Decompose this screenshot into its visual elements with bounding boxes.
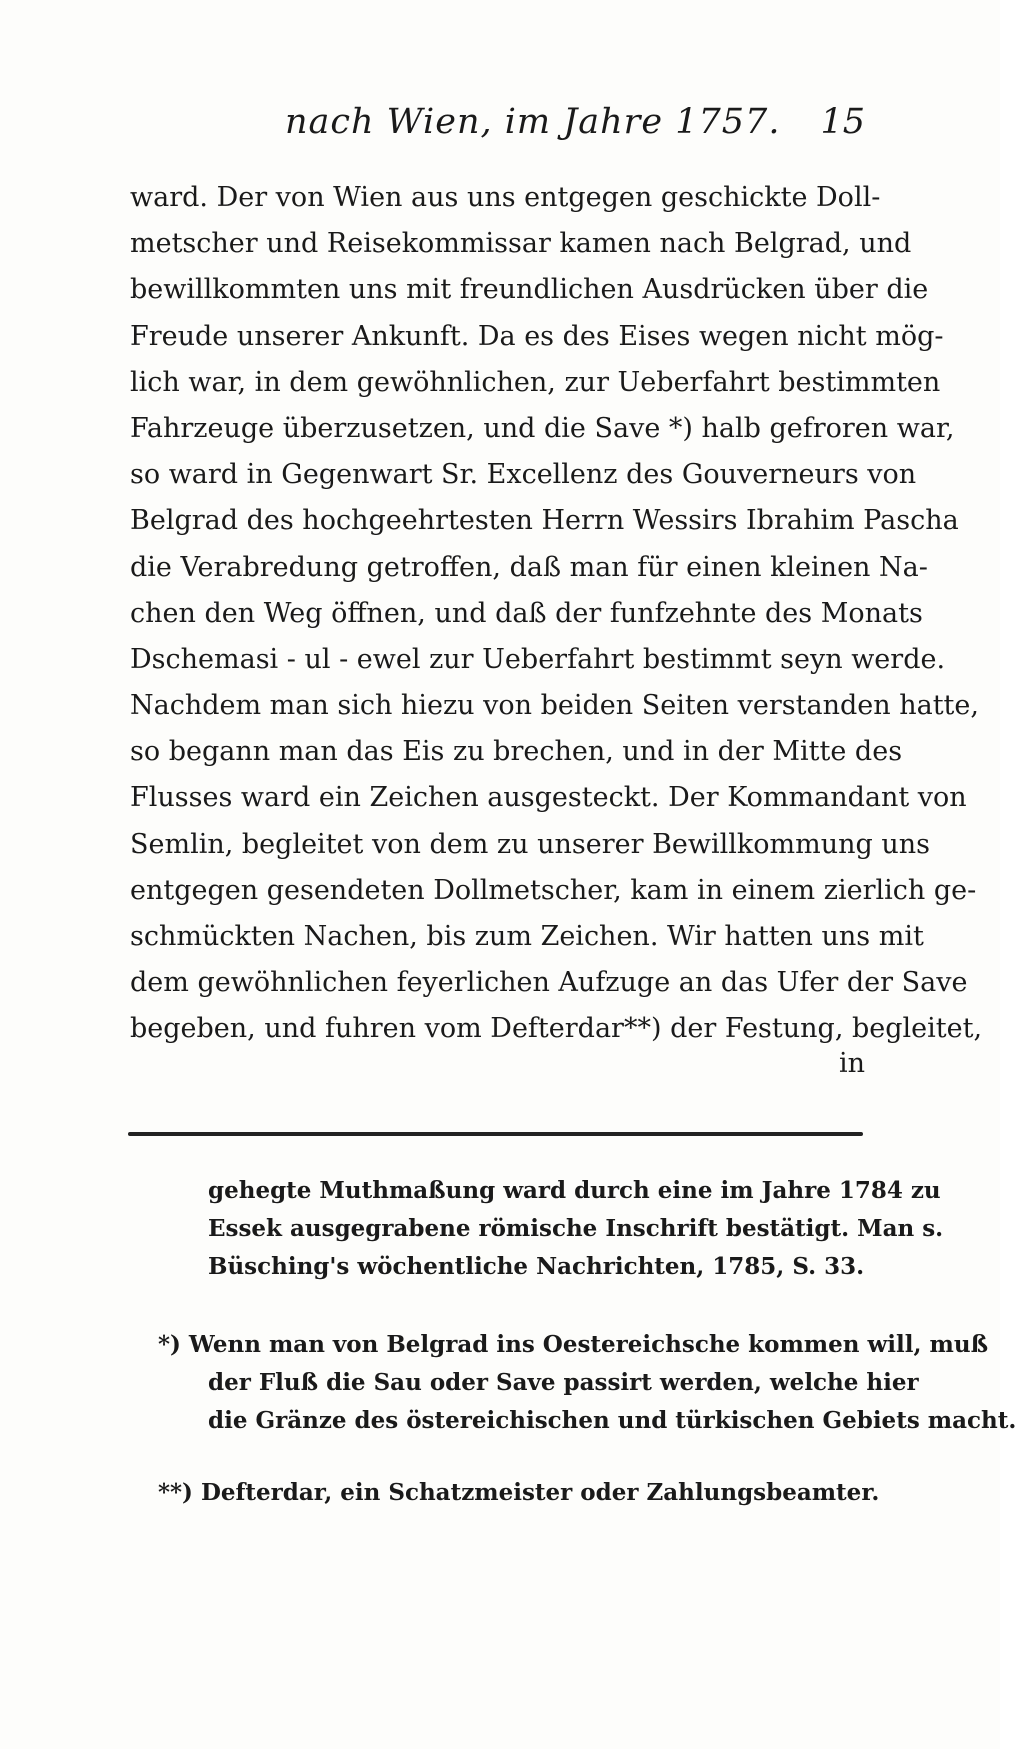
text-line: Freude unserer Ankunft. Da es des Eises wegen nicht mög- [130,320,944,352]
main-text [130,175,983,1053]
footnote-rule [128,1132,863,1136]
footnote-line: Essek ausgegrabene römische Inschrift bestätigt. Man s. [208,1215,944,1242]
footnote-line: gehegte Muthmaßung ward durch eine im Jahre 1784 zu [208,1177,941,1204]
text-line: Nachdem man sich hiezu von beiden Seiten verstanden hatte, [130,690,979,722]
text-line: Dschemasi - ul - ewel zur Ueberfahrt bestimmt seyn werde. [130,643,946,675]
text-line: Semlin, begleitet von dem zu unserer Bewillkommung uns [130,828,931,860]
footnote-continued [130,1172,944,1286]
text-line: entgegen gesendeten Dollmetscher, kam in einem zierlich ge- [130,874,977,906]
text-line: so ward in Gegenwart Sr. Excellenz des Gouverneurs von [130,459,917,491]
running-header [130,102,865,162]
text-line: chen den Weg öffnen, und daß der funfzehnte des Monats [130,597,923,629]
text-line: so begann man das Eis zu brechen, und in der Mitte des [130,736,903,768]
text-line: schmückten Nachen, bis zum Zeichen. Wir hatten uns mit [130,921,924,952]
text-line: lich war, in dem gewöhnlichen, zur Ueberfahrt bestimmten [130,366,941,398]
text-line: metscher und Reisekommissar kamen nach Belgrad, und [130,228,912,260]
footnotes [130,1172,1016,1546]
footnote-1 [130,1326,1016,1440]
text-line: begeben, und fuhren vom Defterdar**) der Festung, begleitet, [130,1013,983,1045]
text-line: Belgrad des hochgeehrtesten Herrn Wessirs Ibrahim Pascha [130,505,959,537]
text-line: dem gewöhnlichen feyerlichen Aufzuge an das Ufer der Save [130,967,968,999]
text-line: bewillkommten uns mit freundlichen Ausdrücken über die [130,274,929,306]
text-line: Flusses ward ein Zeichen ausgesteckt. Der Kommandant von [130,782,967,814]
text-line: ward. Der von Wien aus uns entgegen geschickte Doll- [130,182,881,213]
footnote-line: *) Wenn man von Belgrad ins Oestereichsche kommen will, muß [158,1331,989,1358]
running-title: nach Wien, im Jahre 1757. [285,102,781,142]
footnote-line: der Fluß die Sau oder Save passirt werden, welche hier [208,1369,919,1396]
catchword: in [838,1048,865,1079]
footnote-line: die Gränze des östereichischen und türkischen Gebiets macht. [208,1407,1016,1434]
footnote-line: **) Defterdar, ein Schatzmeister oder Zahlungsbeamter. [158,1479,880,1506]
text-line: Fahrzeuge überzusetzen, und die Save *) halb gefroren war, [130,412,955,444]
text-line: die Verabredung getroffen, daß man für einen kleinen Na- [130,551,928,583]
page-number: 15 [820,102,865,142]
footnote-2 [130,1474,880,1512]
footnote-line: Büsching's wöchentliche Nachrichten, 1785, S. 33. [208,1253,865,1280]
